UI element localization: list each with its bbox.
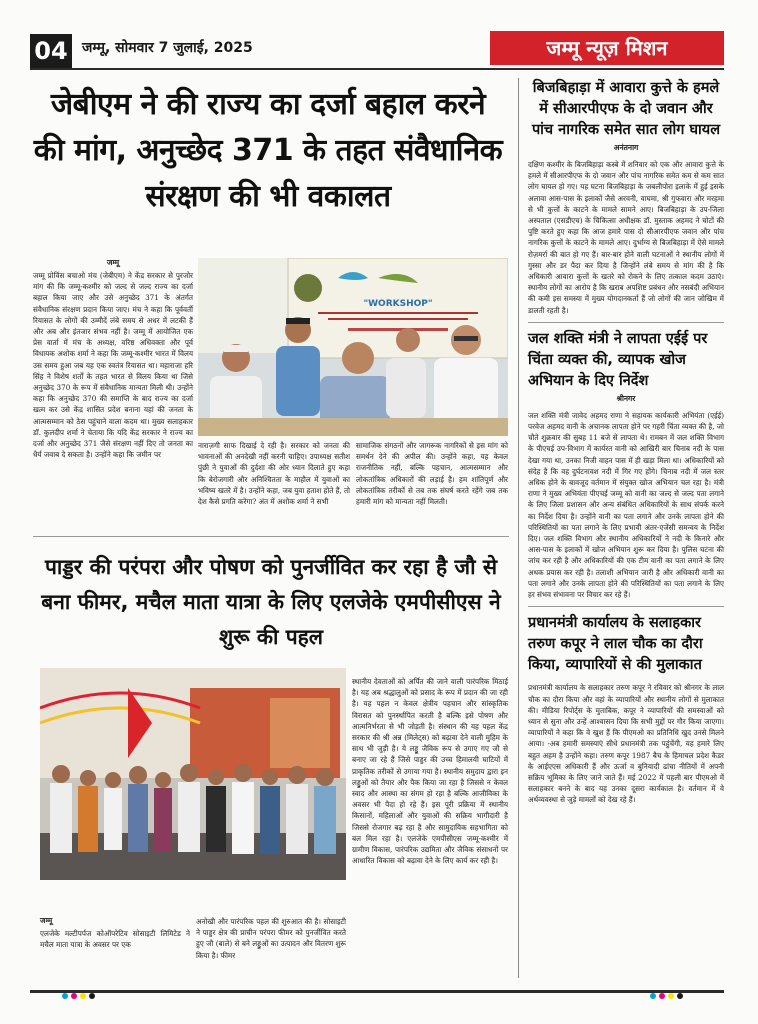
group-of-people (50, 782, 336, 854)
story-a-dateline: अनंतनाग (613, 143, 639, 152)
print-marks-right (650, 984, 686, 1003)
machail-photo-illustration (40, 668, 346, 880)
print-marks-left (62, 984, 98, 1003)
story-b-headline: जल शक्ति मंत्री ने लापता एईई पर चिंता व्यक्त की, व्यापक खोज अभियान के दिए निर्देश (528, 330, 708, 389)
story1-col1-text: जम्मू प्रोविंस बचाओ मंच (जेबीएम) ने केंद्र सरकार से पुरजोर मांग की कि जम्मू-कश्मीर को जल्द से जल्द राज्य का दर्जा बहाल किया जाए और उसे अनुच्छेद 371 के अंतर्गत संवैधानिक संरक्षण प्रदान किया जाए। मंच ने कहा कि पूर्ववर्ती रियासत के लोगों की उम्मीदें लंबे समय से अधर में लटकी हैं और अब और इंतजार संभव नहीं है। जम्मू में आयोजित एक प्रेस वार्ता में मंच के अध्यक्ष, वरिष्ठ अधिवक्ता और पूर्व विधायक अशोक शर्मा ने कहा कि जम्मू-कश्मीर भारत में विलय उस समय हुआ जब यह एक स्वतंत्र रियासत था। महाराजा हरि सिंह ने विशेष शर्तों के तहत भारत से विलय किया था जिसे अनुच्छेद 370 के रूप में संवैधानिक मान्यता मिली थी। उन्होंने कहा कि अनुच्छेद 370 की समाप्ति के बाद राज्य का दर्जा खत्म कर उसे केंद्र शासित प्रदेश बनाना यहां की जनता के आत्मसम्मान को ठेस पहुंचाने वाला कदम था। मुख्य सलाहकार डॉ. कुलदीप शर्मा ने चेताया कि यदि केंद्र सरकार ने राज्य का दर्जा और अनुच्छेद 371 जैसे संरक्षण नहीं दिए तो जनता का धैर्य जवाब दे सकता है। उन्होंने कहा कि जमीन पर (33, 271, 193, 460)
workshop-photo-illustration (198, 258, 508, 436)
story1-col2: नाराज़गी साफ दिखाई दे रही है। सरकार को जनता की भावनाओं की अनदेखी नहीं करनी चाहिए। उपाध्यक्ष सतीश पुंछी ने युवाओं की दुर्दशा की ओर ध्यान दिलाते हुए कहा कि बेरोजगारी और अनिश्चितता के माहौल में युवाओं का भविष्य खतरे में है। उन्होंने कहा, जब युवा हताश होते हैं, तो देश कैसे प्रगति करेगा? अंत में अशोक शर्मा ने सभी (198, 441, 350, 507)
story-a-body: दक्षिण कश्मीर के बिजबिहाड़ा कस्बे में शनिवार को एक और आवारा कुत्ते के हमले में सीआरपीएफ के दो जवान और पांच नागरिक समेत कम से कम सात लोग घायल हो गए। यह घटना बिजबिहाड़ा के जबलीपोरा इलाके में हुई इसके अलावा आस-पास के इलाकों जैसे अरवनी, वाघमा, श्री गुफवारा और मरहमा से भी कुत्तों के काटने के मामले सामने आए। बिजबिहाड़ा के उप-जिला अस्पताल (एसडीएच) के चिकित्सा अधीक्षक डॉ. मुस्ताक अहमद ने चोटों की पुष्टि करते हुए कहा कि आज हमारे पास दो सीआरपीएफ जवान और पांच नागरिक कुत्तों के काटने के मामले आए। दुर्भाग्य से बिजबिहाड़ा में ऐसे मामले रोज़मर्रा की बात हो गए हैं। बार-बार होने वाली घटनाओं ने स्थानीय लोगों में गुस्सा और डर पैदा कर दिया है जिन्होंने लंबे समय से मांग की है कि अधिकारी आवारा कुत्तों के खतरे को रोकने के लिए तत्काल कदम उठाएं। स्थानीय लोगों का आरोप है कि खराब अपशिष्ट प्रबंधन और नसबंदी अभियान की कमी इस समस्या में मुख्य योगदानकर्ता हैं जो लोगों की जान जोखिम में डालती रहती है। (528, 160, 724, 315)
right-divider-2 (528, 606, 724, 607)
right-column (528, 78, 724, 806)
footer-rule (30, 990, 724, 993)
column-separator (518, 78, 519, 978)
story2-col2: अनोखी और पारंपरिक पहल की शुरुआत की है। सोसाइटी ने पाड्डर क्षेत्र की प्राचीन परंपरा फीमर को पुनर्जीवित करते हुए जौ (बाले) से बने लड्डुओं का उत्पादन और वितरण शुरू किया है। फीमर (196, 917, 346, 960)
story-b-body: जल शक्ति मंत्री जावेद अहमद राणा ने सहायक कार्यकारी अभियंता (एईई) परवेज अहमद वानी के अचानक लापता होने पर गहरी चिंता व्यक्त की है, जो चौते शुक्रवार की सुबह 11 बजे से लापता थे। रामबन में जल शक्ति विभाग के पीएचई उप-विभाग में कार्यरत वानी को आखिरी बार चिनाब नदी के पास देखा गया था, उनका निजी वाहन पास में ही खड़ा मिला था। अधिकारियों को संदेह है कि वह दुर्घटनावश नदी में गिर गए होंगे। चिनाब नदी में जल स्तर अधिक होने के बावजूद वर्तमान में संयुक्त खोज अभियान चल रहा है। मंत्री राणा ने मुख्य अभियंता पीएचई जम्मू को वानी का जल्द से जल्द पता लगाने के लिए जिला प्रशासन और अन्य संबंधित अधिकारियों के साथ संपर्क करने का निर्देश दिया है। उन्होंने वानी का पता लगाने और उनके लापता होने की परिस्थितियों का पता लगाने के लिए प्रभावी अंतर-एजेंसी समन्वय के निर्देश दिए। जल शक्ति विभाग और स्थानीय अधिकारियों ने नदी के किनारे और आस-पास के इलाकों में खोज अभियान शुरू कर दिया है। पुलिस घटना की जांच कर रही है और अधिकारियों की एक टीम वानी का पता लगाने के लिए अथक प्रयास कर रही है। तलाशी अभियान जारी है और अधिकारी वानी का पता लगाने और उनके लापता होने की परिस्थितियों का पता लगाने के लिए हर संभव संभावना पर विचार कर रहे हैं। (528, 410, 724, 600)
story2-headline: पाड्डर की परंपरा और पोषण को पुनर्जीवित कर रहा है जौ से बना फीमर, मचैल माता यात्रा के लिए एलजेके एमपीसीएस ने शुरू की पहल (41, 555, 501, 649)
story2-col1 (40, 916, 190, 950)
masthead: जम्मू न्यूज़ मिशन (490, 31, 724, 65)
page-number: 04 (30, 34, 72, 68)
story2-col3: स्थानीय देवताओं को अर्पित की जाने वाली पारंपरिक मिठाई है। यह अब श्रद्धालुओं को प्रसाद के रूप में प्रदान की जा रही है। यह पहल न केवल क्षेत्रीय पहचान और सांस्कृतिक विरासत को पुनर्स्थापित करती है बल्कि इसे पोषण और आत्मनिर्भरता से भी जोड़ती है। संस्थान की यह पहल केंद्र सरकार की श्री अन्न (मिलेट्स) को बढ़ावा देने वाली मुहिम के साथ भी जुड़ी है। ये लड्डू जैविक रूप से उगाए गए जौ से बनाए जा रहे हैं जिसे पाड्डर की उच्च हिमालयी घाटियों में प्राकृतिक तरीकों से उगाया गया है। स्थानीय समुदाय द्वारा इन लड्डुओं को तैयार और पैक किया जा रहा है जिससे न केवल स्वाद और आस्था का संगम हो रहा है बल्कि आजीविका के अवसर भी पैदा हो रहे हैं। इस पूरी प्रक्रिया में स्थानीय किसानों, महिलाओं और युवाओं की सक्रिय भागीदारी है जिससे रोजगार बढ़ रहा है और सामुदायिक सहभागिता को बल मिल रहा है। एलजेके एमपीसीएस जम्मू-कश्मीर में ग्रामीण विकास, पारंपरिक उद्यमिता और जैविक संसाधनों पर आधारित विकास को बढ़ावा देने के लिए कार्य कर रही है। (352, 677, 508, 866)
story-c-headline: प्रधानमंत्री कार्यालय के सलाहकार तरुण कपूर ने लाल चौक का दौरा किया, व्यापारियों से की मुलाकात (528, 615, 703, 674)
story1-col3: सामाजिक संगठनों और जागरूक नागरिकों से इस मांग को समर्थन देने की अपील की। उन्होंने कहा, यह केवल राजनीतिक नहीं, बल्कि पहचान, आत्मसम्मान और लोकतांत्रिक अधिकारों की लड़ाई है। हम शांतिपूर्ण और लोकतांत्रिक तरीकों से तब तक संघर्ष करते रहेंगे जब तक हमारी मांग को मान्यता नहीं मिलती। (356, 441, 508, 507)
header-rule (30, 68, 724, 70)
story-b-dateline: श्रीनगर (616, 393, 636, 403)
story1-col1 (33, 258, 193, 460)
story1-headline: जेबीएम ने की राज्य का दर्जा बहाल करने की मांग, अनुच्छेद 371 के तहत संवैधानिक संरक्षण की भी वकालत (33, 87, 503, 214)
story2-dateline: जम्मू (40, 916, 53, 925)
photo-banner-text: "WORKSHOP" (363, 299, 433, 309)
story1-dateline: जम्मू (106, 258, 120, 267)
story2-caption: एलजेके मल्टीपर्पज कोऑपरेटिव सोसाइटी लिमिटेड ने मचैल माता यात्रा के अवसर पर एक (40, 929, 190, 950)
right-divider-1 (528, 322, 724, 323)
story1-photo (198, 258, 508, 436)
story-a-headline: बिजबिहाड़ा में आवारा कुत्ते के हमले में सीआरपीएफ के दो जवान और पांच नागरिक समेत सात लोग घायल (531, 80, 721, 138)
story-divider (33, 536, 509, 537)
dateline: जम्मू, सोमवार 7 जुलाई, 2025 (82, 40, 253, 56)
story2-photo (40, 668, 346, 880)
story-c-body: प्रधानमंत्री कार्यालय के सलाहकार तरुण कपूर ने रविवार को श्रीनगर के लाल चौक का दौरा किया और वहां के व्यापारियों और स्थानीय लोगों से मुलाकात की। मीडिया रिपोर्ट्स के मुताबिक, कपूर ने व्यापारियों की समस्याओं को ध्यान से सुना और उन्हें आश्वासन दिया कि सभी मुद्दों पर गौर किया जाएगा। व्यापारियों ने कहा कि वे खुश हैं कि पीएमओ का प्रतिनिधि खुद उनसे मिलने आया। -अब हमारी समस्याएं सीधे प्रधानमंत्री तक पहुंचेंगी, यह हमारे लिए बहुत अहम है उन्होंने कहा। तरुण कपूर 1987 बैच के हिमाचल प्रदेश कैडर के आईएएस अधिकारी हैं और ऊर्जा व बुनियादी ढांचा नीतियों में अपनी सक्रिय भूमिका के लिए जाने जाते हैं। मई 2022 में पहली बार पीएमओ में सलाहकार बनने के बाद यह उनका दूसरा कार्यकाल है। वर्तमान में वे अर्थव्यवस्था से जुड़े मामलों को देख रहे हैं। (528, 683, 724, 805)
